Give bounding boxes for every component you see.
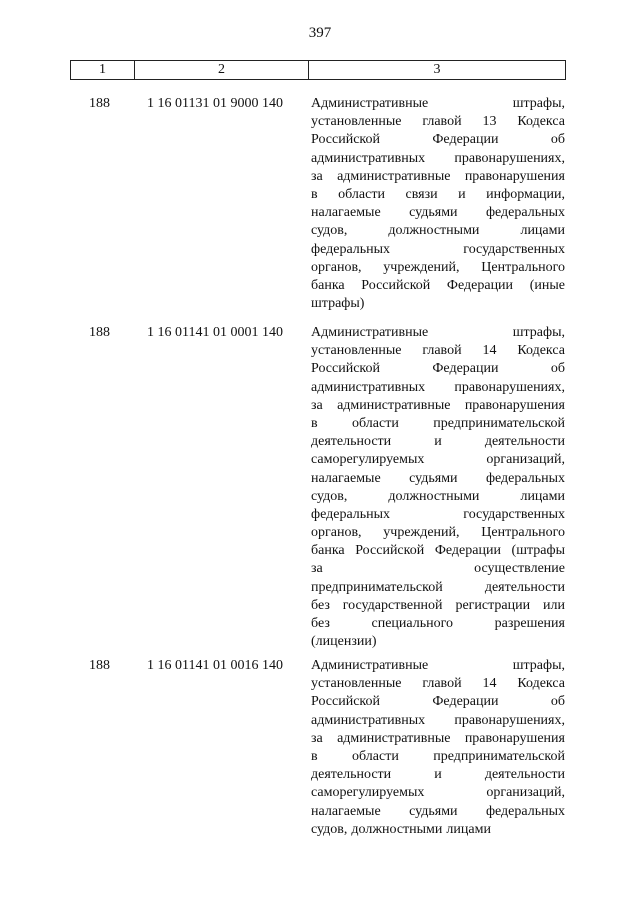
description-line: административных правонарушениях, [311,150,565,166]
admin-code-cell: 188 [89,96,110,111]
description-line: органов, учреждений, Центрального [311,259,565,275]
description-line: налагаемые судьями федеральных [311,803,565,819]
kbk-code-cell: 1 16 01141 01 0016 140 [147,658,283,673]
description-line: судов, должностными лицами [311,821,491,837]
kbk-code-cell: 1 16 01141 01 0001 140 [147,325,283,340]
description-line: федеральных государственных [311,506,565,522]
description-line: за административные правонарушения [311,397,565,413]
description-line: установленные главой 14 Кодекса [311,676,565,692]
table-header-row [70,60,566,80]
description-line: (лицензии) [311,634,377,650]
description-line: установленные главой 13 Кодекса [311,114,565,130]
description-line: банка Российской Федерации (штрафы [311,543,565,559]
description-line: административных правонарушениях, [311,712,565,728]
description-line: Российской Федерации об [311,694,565,710]
description-line: за административные правонарушения [311,168,565,184]
description-line: банка Российской Федерации (иные [311,277,565,293]
description-line: налагаемые судьями федеральных [311,470,565,486]
description-line: в области предпринимательской [311,748,565,764]
description-line: судов, должностными лицами [311,488,565,504]
description-line: Российской Федерации об [311,361,565,377]
description-line: налагаемые судьями федеральных [311,205,565,221]
description-line: административных правонарушениях, [311,379,565,395]
header-col-3: 3 [433,62,441,77]
description-line: без специального разрешения [311,616,565,631]
description-line: деятельности и деятельности [311,767,565,783]
description-line: судов, должностными лицами [311,223,565,239]
header-col-2: 2 [135,61,309,79]
description-line: Российской Федерации об [311,132,565,148]
description-line: штрафы) [311,296,365,312]
page-number: 397 [308,25,332,41]
description-line: Административные штрафы, [311,658,565,673]
description-line: саморегулируемых организаций, [311,785,565,801]
description-line: предпринимательской деятельности [311,579,565,595]
admin-code-cell: 188 [89,658,110,673]
description-line: в области связи и информации, [311,186,565,202]
description-cell [311,657,565,839]
description-line: органов, учреждений, Центрального [311,525,565,541]
header-col-1: 1 [71,61,135,79]
description-line: установленные главой 14 Кодекса [311,343,565,359]
description-line: деятельности и деятельности [311,434,565,450]
description-line: саморегулируемых организаций, [311,452,565,468]
description-line: в области предпринимательской [311,415,565,431]
description-line: без государственной регистрации или [311,597,565,613]
description-line: за административные правонарушения [311,730,565,746]
description-cell [311,324,565,651]
description-line: за осуществление [311,561,565,577]
kbk-code-cell: 1 16 01131 01 9000 140 [147,96,283,111]
admin-code-cell: 188 [89,325,110,340]
description-cell [311,95,565,313]
description-line: федеральных государственных [311,241,565,257]
description-line: Административные штрафы, [311,96,565,111]
description-line: Административные штрафы, [311,325,565,340]
